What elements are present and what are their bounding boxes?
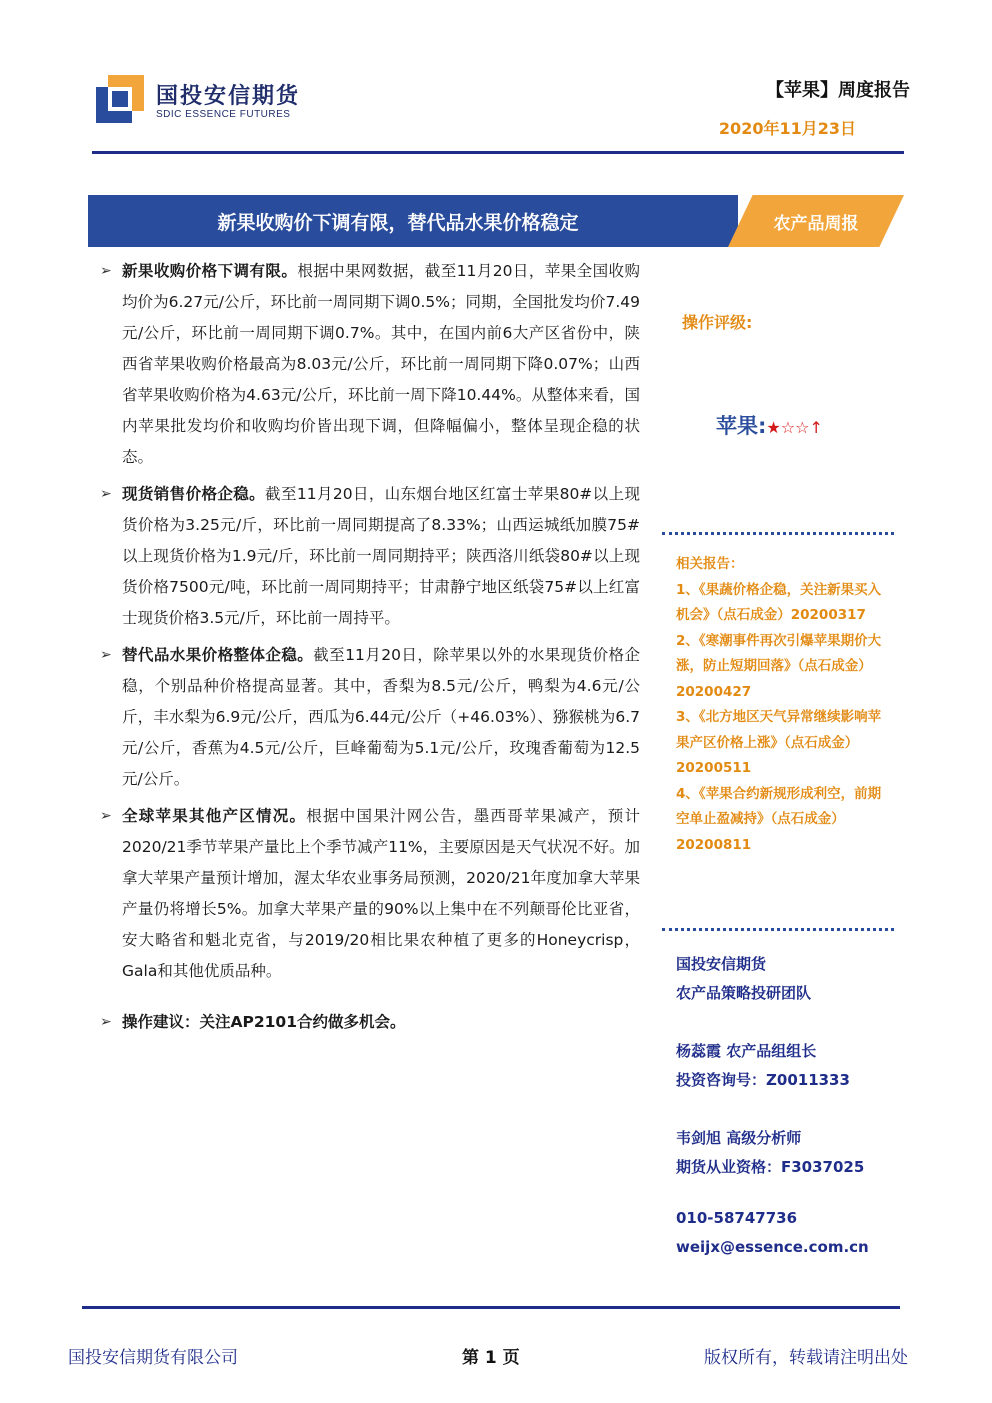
bullet-substitute-fruit [100,640,640,795]
bullet-arrow-icon: ➢ [100,263,112,279]
rating-product: 苹果: [716,414,767,438]
rating-label: 操作评级: [682,313,753,332]
report-type: 【苹果】周度报告 [766,80,910,101]
bullet-arrow-icon: ➢ [100,1014,112,1030]
related-report-item[interactable]: 4、《苹果合约新规形成利空，前期空单止盈减持》（点石成金）20200811 [676,785,882,853]
related-reports [676,552,890,858]
footer-copyright: 版权所有，转载请注明出处 [704,1348,908,1368]
bullet-text: 截至11月20日，山东烟台地区红富士苹果80#以上现货价格为3.25元/斤，环比前一周同期提高了8.33%；山西运城纸加膜75#以上现货价格为1.9元/斤，环比前一周同期持平；陕西洛川纸袋80#以上现货价格7500元/吨，环比前一周同期持平；甘肃静宁地区纸袋75#以上红富士现货价格3.5元/斤，环比前一周持平。 [122,485,640,627]
report-title: 新果收购价下调有限，替代品水果价格稳定 [217,212,579,234]
sidebar-divider-bottom [662,928,894,931]
main-content [100,256,640,1044]
product-rating [716,410,823,440]
logo-chinese-name: 国投安信期货 [156,84,301,109]
bullet-arrow-icon: ➢ [100,808,112,824]
bullet-lead: 新果收购价格下调有限。 [122,262,298,280]
bullet-text: 根据中果网数据，截至11月20日，苹果全国收购均价为6.27元/公斤，环比前一周同期下调0.5%；同期，全国批发均价7.49元/公斤，环比前一周同期下调0.7%。其中，在国内前6大产区省份中，陕西省苹果收购价格最高为8.03元/公斤，环比前一周同期下降0.07%；山西省苹果收购价格为4.63元/公斤，环比前一周下降10.44%。从整体来看，国内苹果批发均价和收购均价皆出现下调，但降幅偏小，整体呈现企稳的状态。 [122,262,640,466]
contact-email[interactable]: weijx@essence.com.cn [676,1238,869,1256]
logo-english-name: SDIC ESSENCE FUTURES [156,109,291,120]
team-company: 国投安信期货 [676,955,767,973]
rating-stars-icon: ★☆☆↑ [766,418,823,437]
bullet-lead: 全球苹果其他产区情况。 [122,807,307,825]
report-category-tag: 农产品周报 [773,214,859,234]
analyst-2-license: 期货从业资格：F3037025 [676,1158,865,1176]
footer-divider [82,1306,900,1309]
related-report-item[interactable]: 1、《果蔬价格企稳，关注新果买入机会》（点石成金）20200317 [676,581,882,623]
logo-mark-icon [96,75,144,123]
bullet-global-production [100,801,640,987]
research-team [676,950,896,1262]
bullet-lead: 替代品水果价格整体企稳。 [122,646,314,664]
company-logo [96,73,306,129]
related-reports-title: 相关报告： [676,556,744,572]
bullet-text: 截至11月20日，除苹果以外的水果现货价格企稳，个别品种价格提高显著。其中，香梨为8.5元/公斤，鸭梨为4.6元/公斤，丰水梨为6.9元/公斤，西瓜为6.44元/公斤（+46.03%）、猕猴桃为6.7元/公斤，香蕉为4.5元/公斤，巨峰葡萄为5.1元/公斤，玫瑰香葡萄为12.5元/公斤。 [122,646,640,788]
page-number: 第 1 页 [462,1348,520,1368]
bullet-new-fruit-price [100,256,640,473]
bullet-spot-price [100,479,640,634]
bullet-trading-advice [100,1007,640,1038]
bullet-arrow-icon: ➢ [100,647,112,663]
bullet-text: 根据中国果汁网公告，墨西哥苹果减产，预计2020/21季节苹果产量比上个季节减产11%，主要原因是天气状况不好。加拿大苹果产量预计增加，渥太华农业事务局预测，2020/21年度加拿大苹果产量仍将增长5%。加拿大苹果产量的90%以上集中在不列颠哥伦比亚省，安大略省和魁北克省，与2019/20相比果农种植了更多的Honeycrisp，Gala和其他优质品种。 [122,807,640,980]
bullet-arrow-icon: ➢ [100,486,112,502]
report-date: 2020年11月23日 [718,119,856,138]
related-report-item[interactable]: 3、《北方地区天气异常继续影响苹果产区价格上涨》（点石成金）20200511 [676,709,882,776]
title-band [88,195,900,247]
sidebar-divider-top [662,532,894,535]
bullet-lead: 现货销售价格企稳。 [122,485,266,503]
header-divider [92,151,904,154]
related-report-item[interactable]: 2、《寒潮事件再次引爆苹果期价大涨，防止短期回落》（点石成金）20200427 [676,632,882,700]
footer-company: 国投安信期货有限公司 [68,1348,238,1368]
contact-phone: 010-58747736 [676,1209,798,1227]
analyst-2-name: 韦剑旭 高级分析师 [676,1129,802,1147]
analyst-1-name: 杨蕊霞 农产品组组长 [676,1042,817,1060]
analyst-1-license: 投资咨询号：Z0011333 [676,1071,850,1089]
team-name: 农产品策略投研团队 [676,984,812,1002]
bullet-lead: 操作建议：关注AP2101合约做多机会。 [122,1013,406,1031]
